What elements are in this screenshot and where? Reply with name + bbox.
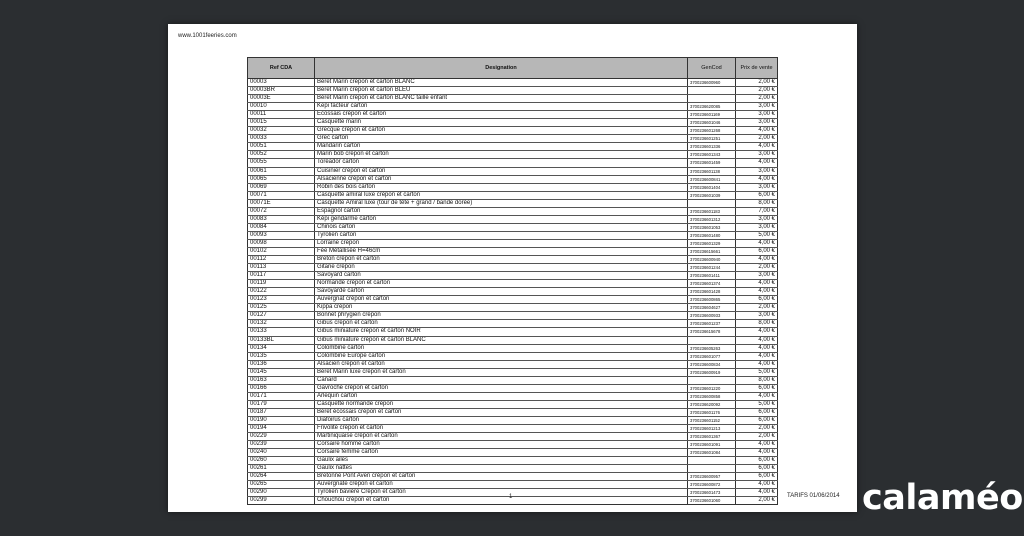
cell-designation: Alsacienne crépon et carton bbox=[315, 175, 688, 183]
cell-designation: Casquette amiral luxe crépon et carton bbox=[315, 191, 688, 199]
cell-gencod bbox=[688, 199, 736, 207]
cell-ref: 00127 bbox=[248, 312, 315, 320]
cell-gencod: 3700236601428 bbox=[688, 288, 736, 296]
cell-gencod: 3700236601374 bbox=[688, 280, 736, 288]
cell-gencod: 3700236601039 bbox=[688, 191, 736, 199]
cell-designation: Bonnet phrygien crépon bbox=[315, 312, 688, 320]
header-price: Prix de vente bbox=[736, 58, 778, 79]
cell-price: 3,00 € bbox=[736, 223, 778, 231]
cell-price: 5,00 € bbox=[736, 400, 778, 408]
table-row bbox=[248, 288, 778, 296]
table-row bbox=[248, 247, 778, 255]
cell-price: 2,00 € bbox=[736, 135, 778, 143]
table-row bbox=[248, 191, 778, 199]
cell-gencod: 3700236601091 bbox=[688, 441, 736, 449]
cell-ref: 00051 bbox=[248, 143, 315, 151]
cell-ref: 00117 bbox=[248, 272, 315, 280]
cell-designation: Gaulix nattes bbox=[315, 465, 688, 473]
cell-designation: Toréador carton bbox=[315, 159, 688, 167]
cell-ref: 00119 bbox=[248, 280, 315, 288]
cell-gencod: 3700236601084 bbox=[688, 449, 736, 457]
cell-designation: Martiniquaise crépon et carton bbox=[315, 433, 688, 441]
cell-ref: 00113 bbox=[248, 264, 315, 272]
table-row bbox=[248, 199, 778, 207]
table-row bbox=[248, 135, 778, 143]
cell-gencod: 3700236600960 bbox=[688, 79, 736, 87]
cell-designation: Béret Marin crépon et carton BLANC bbox=[315, 79, 688, 87]
table-row bbox=[248, 239, 778, 247]
table-row bbox=[248, 119, 778, 127]
cell-ref: 00083 bbox=[248, 215, 315, 223]
cell-price: 2,00 € bbox=[736, 425, 778, 433]
cell-price: 4,00 € bbox=[736, 328, 778, 336]
cell-designation: Colombine Europe carton bbox=[315, 352, 688, 360]
cell-ref: 00260 bbox=[248, 457, 315, 465]
cell-price: 2,00 € bbox=[736, 304, 778, 312]
cell-price: 4,00 € bbox=[736, 175, 778, 183]
cell-gencod: 3700236601077 bbox=[688, 352, 736, 360]
cell-ref: 00123 bbox=[248, 296, 315, 304]
cell-designation: Gaulix ailes bbox=[315, 457, 688, 465]
cell-designation: Robin des bois carton bbox=[315, 183, 688, 191]
cell-gencod: 3700236600933 bbox=[688, 312, 736, 320]
cell-designation: Marin bob crépon et carton bbox=[315, 151, 688, 159]
cell-ref: 00261 bbox=[248, 465, 315, 473]
cell-price: 6,00 € bbox=[736, 247, 778, 255]
table-row bbox=[248, 489, 778, 497]
cell-gencod: 3700236601169 bbox=[688, 111, 736, 119]
cell-gencod: 3700236600865 bbox=[688, 296, 736, 304]
cell-designation: Corsaire femme carton bbox=[315, 449, 688, 457]
cell-designation: Bretonne Pont Aven crépon et carton bbox=[315, 473, 688, 481]
cell-designation: Espagnol carton bbox=[315, 207, 688, 215]
table-row bbox=[248, 79, 778, 87]
cell-gencod: 3700236601312 bbox=[688, 215, 736, 223]
cell-designation: Béret Marin crépon et carton BLANC taille enfant bbox=[315, 95, 688, 103]
cell-ref: 00299 bbox=[248, 497, 315, 505]
cell-designation: Corsaire homme carton bbox=[315, 441, 688, 449]
cell-gencod: 3700236601183 bbox=[688, 207, 736, 215]
cell-gencod: 3700236601060 bbox=[688, 497, 736, 505]
cell-price: 4,00 € bbox=[736, 352, 778, 360]
cell-gencod: 3700236601329 bbox=[688, 239, 736, 247]
cell-gencod: 3700236600834 bbox=[688, 360, 736, 368]
cell-designation: Fée Métallisée H=46cm bbox=[315, 247, 688, 255]
cell-ref: 00179 bbox=[248, 400, 315, 408]
cell-designation: Béret Marin luxe crépon et carton bbox=[315, 368, 688, 376]
cell-gencod: 3700236601480 bbox=[688, 231, 736, 239]
table-row bbox=[248, 296, 778, 304]
cell-ref: 00003 bbox=[248, 79, 315, 87]
table-body bbox=[248, 79, 778, 505]
cell-designation: Lorraine crépon bbox=[315, 239, 688, 247]
tarifs-date: TARIFS 01/06/2014 bbox=[787, 493, 840, 499]
cell-price: 3,00 € bbox=[736, 151, 778, 159]
table-row bbox=[248, 344, 778, 352]
table-row bbox=[248, 416, 778, 424]
cell-ref: 00264 bbox=[248, 473, 315, 481]
cell-price: 4,00 € bbox=[736, 481, 778, 489]
cell-gencod bbox=[688, 457, 736, 465]
cell-ref: 00084 bbox=[248, 223, 315, 231]
table-row bbox=[248, 159, 778, 167]
table-row bbox=[248, 280, 778, 288]
cell-price: 6,00 € bbox=[736, 408, 778, 416]
cell-gencod: 3700236600858 bbox=[688, 392, 736, 400]
cell-price: 7,00 € bbox=[736, 207, 778, 215]
cell-gencod: 3700236601251 bbox=[688, 135, 736, 143]
cell-designation: Diafoirus carton bbox=[315, 416, 688, 424]
cell-designation: Gibus crépon et carton bbox=[315, 320, 688, 328]
table-row bbox=[248, 312, 778, 320]
cell-designation: Mandarin carton bbox=[315, 143, 688, 151]
table-row bbox=[248, 320, 778, 328]
table-header-row bbox=[248, 58, 778, 79]
table-row bbox=[248, 441, 778, 449]
cell-ref: 00032 bbox=[248, 127, 315, 135]
cell-ref: 00190 bbox=[248, 416, 315, 424]
cell-ref: 00239 bbox=[248, 441, 315, 449]
cell-designation: Casquette Amiral luxe (tour de tête + grand / bande dorée) bbox=[315, 199, 688, 207]
table-row bbox=[248, 175, 778, 183]
table-row bbox=[248, 360, 778, 368]
cell-price: 6,00 € bbox=[736, 296, 778, 304]
cell-gencod: 3700236601220 bbox=[688, 384, 736, 392]
cell-price: 3,00 € bbox=[736, 111, 778, 119]
cell-gencod: 3700236601213 bbox=[688, 425, 736, 433]
table-row bbox=[248, 95, 778, 103]
cell-ref: 00072 bbox=[248, 207, 315, 215]
cell-price: 3,00 € bbox=[736, 167, 778, 175]
cell-gencod: 3700236600872 bbox=[688, 481, 736, 489]
table-row bbox=[248, 167, 778, 175]
table-row bbox=[248, 433, 778, 441]
cell-ref: 00071E bbox=[248, 199, 315, 207]
cell-gencod: 3700236620092 bbox=[688, 400, 736, 408]
page-number: 1 bbox=[509, 494, 513, 500]
cell-gencod: 3700236601473 bbox=[688, 489, 736, 497]
cell-ref: 00187 bbox=[248, 408, 315, 416]
table-row bbox=[248, 264, 778, 272]
cell-price: 2,00 € bbox=[736, 79, 778, 87]
cell-price: 6,00 € bbox=[736, 384, 778, 392]
table-row bbox=[248, 352, 778, 360]
table-row bbox=[248, 231, 778, 239]
cell-gencod: 3700236601459 bbox=[688, 159, 736, 167]
cell-price: 4,00 € bbox=[736, 159, 778, 167]
cell-designation: Arlequin carton bbox=[315, 392, 688, 400]
cell-price: 6,00 € bbox=[736, 416, 778, 424]
cell-gencod: 3700236601046 bbox=[688, 119, 736, 127]
cell-price: 4,00 € bbox=[736, 449, 778, 457]
table-row bbox=[248, 215, 778, 223]
cell-designation: Grecque crépon et carton bbox=[315, 127, 688, 135]
cell-price: 4,00 € bbox=[736, 441, 778, 449]
table-row bbox=[248, 272, 778, 280]
cell-ref: 00135 bbox=[248, 352, 315, 360]
cell-price: 4,00 € bbox=[736, 344, 778, 352]
cell-ref: 00098 bbox=[248, 239, 315, 247]
cell-price: 4,00 € bbox=[736, 392, 778, 400]
table-row bbox=[248, 392, 778, 400]
table-row bbox=[248, 457, 778, 465]
cell-gencod bbox=[688, 336, 736, 344]
cell-price: 6,00 € bbox=[736, 465, 778, 473]
cell-designation: Képi gendarme carton bbox=[315, 215, 688, 223]
cell-price: 8,00 € bbox=[736, 199, 778, 207]
cell-price: 4,00 € bbox=[736, 288, 778, 296]
document-page bbox=[168, 24, 857, 512]
table-row bbox=[248, 497, 778, 505]
cell-price: 4,00 € bbox=[736, 127, 778, 135]
cell-ref: 00061 bbox=[248, 167, 315, 175]
cell-designation: Grec carton bbox=[315, 135, 688, 143]
table-row bbox=[248, 223, 778, 231]
table-row bbox=[248, 151, 778, 159]
cell-gencod: 3700236600957 bbox=[688, 473, 736, 481]
cell-ref: 00290 bbox=[248, 489, 315, 497]
cell-ref: 00134 bbox=[248, 344, 315, 352]
cell-gencod: 3700236601343 bbox=[688, 151, 736, 159]
cell-gencod: 3700236601053 bbox=[688, 223, 736, 231]
cell-ref: 00069 bbox=[248, 183, 315, 191]
cell-gencod bbox=[688, 95, 736, 103]
header-designation: Designation bbox=[315, 58, 688, 79]
cell-ref: 00112 bbox=[248, 256, 315, 264]
cell-price: 4,00 € bbox=[736, 143, 778, 151]
cell-gencod bbox=[688, 376, 736, 384]
cell-ref: 00145 bbox=[248, 368, 315, 376]
header-ref: Ref CDA bbox=[248, 58, 315, 79]
cell-price: 2,00 € bbox=[736, 433, 778, 441]
cell-ref: 00015 bbox=[248, 119, 315, 127]
table-row bbox=[248, 328, 778, 336]
cell-designation: Chouchou crépon et carton bbox=[315, 497, 688, 505]
cell-ref: 00102 bbox=[248, 247, 315, 255]
cell-price: 6,00 € bbox=[736, 457, 778, 465]
cell-ref: 00052 bbox=[248, 151, 315, 159]
cell-gencod: 3700236620085 bbox=[688, 103, 736, 111]
cell-price: 2,00 € bbox=[736, 87, 778, 95]
table-row bbox=[248, 376, 778, 384]
table-row bbox=[248, 408, 778, 416]
cell-gencod: 3700236601244 bbox=[688, 264, 736, 272]
cell-gencod: 3700236601268 bbox=[688, 127, 736, 135]
cell-designation: Béret Marin crépon et carton BLEU bbox=[315, 87, 688, 95]
cell-designation: Gitane crépon bbox=[315, 264, 688, 272]
cell-price: 4,00 € bbox=[736, 280, 778, 288]
cell-gencod: 3700236601367 bbox=[688, 433, 736, 441]
table-row bbox=[248, 425, 778, 433]
calameo-logo[interactable]: calaméo bbox=[862, 478, 1023, 518]
cell-price: 3,00 € bbox=[736, 183, 778, 191]
cell-price: 5,00 € bbox=[736, 231, 778, 239]
cell-designation: Casquette normande crépon bbox=[315, 400, 688, 408]
cell-ref: 00010 bbox=[248, 103, 315, 111]
cell-ref: 00093 bbox=[248, 231, 315, 239]
cell-designation: Colombine carton bbox=[315, 344, 688, 352]
cell-ref: 00229 bbox=[248, 433, 315, 441]
cell-price: 2,00 € bbox=[736, 497, 778, 505]
table-row bbox=[248, 473, 778, 481]
cell-designation: Savoyarde carton bbox=[315, 288, 688, 296]
cell-ref: 00133 bbox=[248, 328, 315, 336]
table-row bbox=[248, 143, 778, 151]
cell-price: 4,00 € bbox=[736, 336, 778, 344]
cell-gencod bbox=[688, 87, 736, 95]
cell-designation: Gibus miniature crépon et carton BLANC bbox=[315, 336, 688, 344]
cell-price: 5,00 € bbox=[736, 368, 778, 376]
table-row bbox=[248, 368, 778, 376]
cell-price: 8,00 € bbox=[736, 320, 778, 328]
cell-ref: 00055 bbox=[248, 159, 315, 167]
price-table bbox=[247, 57, 778, 505]
cell-ref: 00003E bbox=[248, 95, 315, 103]
cell-ref: 00265 bbox=[248, 481, 315, 489]
cell-ref: 00033 bbox=[248, 135, 315, 143]
cell-designation: Tyrolien bavière Crépon et carton bbox=[315, 489, 688, 497]
cell-designation: Casquette marin bbox=[315, 119, 688, 127]
cell-price: 8,00 € bbox=[736, 376, 778, 384]
cell-price: 4,00 € bbox=[736, 239, 778, 247]
cell-ref: 00125 bbox=[248, 304, 315, 312]
cell-price: 3,00 € bbox=[736, 312, 778, 320]
cell-price: 2,00 € bbox=[736, 264, 778, 272]
cell-designation: Tyrolien carton bbox=[315, 231, 688, 239]
cell-price: 3,00 € bbox=[736, 272, 778, 280]
cell-designation: Canard bbox=[315, 376, 688, 384]
cell-ref: 00071 bbox=[248, 191, 315, 199]
table-row bbox=[248, 465, 778, 473]
table-row bbox=[248, 400, 778, 408]
cell-price: 4,00 € bbox=[736, 256, 778, 264]
cell-ref: 00011 bbox=[248, 111, 315, 119]
cell-designation: Breton crépon et carton bbox=[315, 256, 688, 264]
cell-price: 3,00 € bbox=[736, 119, 778, 127]
cell-designation: Auvergnate crépon et carton bbox=[315, 481, 688, 489]
table-row bbox=[248, 384, 778, 392]
cell-ref: 00194 bbox=[248, 425, 315, 433]
cell-designation: Frivolité crépon et carton bbox=[315, 425, 688, 433]
cell-ref: 00166 bbox=[248, 384, 315, 392]
cell-gencod: 3700236604627 bbox=[688, 304, 736, 312]
cell-gencod: 3700236615678 bbox=[688, 328, 736, 336]
cell-gencod: 3700236601176 bbox=[688, 408, 736, 416]
header-gencod: GenCod bbox=[688, 58, 736, 79]
cell-price: 6,00 € bbox=[736, 473, 778, 481]
site-url: www.1001feeries.com bbox=[178, 33, 237, 39]
table-row bbox=[248, 127, 778, 135]
cell-ref: 00171 bbox=[248, 392, 315, 400]
table-row bbox=[248, 481, 778, 489]
cell-designation: Chinois carton bbox=[315, 223, 688, 231]
cell-gencod bbox=[688, 465, 736, 473]
cell-designation: Normande crépon et carton bbox=[315, 280, 688, 288]
cell-gencod: 3700236601237 bbox=[688, 320, 736, 328]
cell-designation: Cuisinier crépon et carton bbox=[315, 167, 688, 175]
table-row bbox=[248, 183, 778, 191]
cell-designation: Béret écossais crépon et carton bbox=[315, 408, 688, 416]
cell-price: 4,00 € bbox=[736, 360, 778, 368]
cell-designation: Ecossais crépon et carton bbox=[315, 111, 688, 119]
cell-designation: Gavroche crépon et carton bbox=[315, 384, 688, 392]
table-row bbox=[248, 304, 778, 312]
cell-gencod: 3700236600841 bbox=[688, 175, 736, 183]
cell-gencod: 3700236605263 bbox=[688, 344, 736, 352]
cell-designation: Kepi facteur carton bbox=[315, 103, 688, 111]
cell-price: 4,00 € bbox=[736, 489, 778, 497]
cell-price: 3,00 € bbox=[736, 103, 778, 111]
table-row bbox=[248, 111, 778, 119]
cell-designation: Auvergnat crépon et carton bbox=[315, 296, 688, 304]
cell-price: 6,00 € bbox=[736, 191, 778, 199]
table-row bbox=[248, 449, 778, 457]
cell-gencod: 3700236601404 bbox=[688, 183, 736, 191]
cell-ref: 00133BL bbox=[248, 336, 315, 344]
cell-designation: Kippa crépon bbox=[315, 304, 688, 312]
cell-ref: 00240 bbox=[248, 449, 315, 457]
cell-ref: 00003BR bbox=[248, 87, 315, 95]
cell-gencod: 3700236601152 bbox=[688, 416, 736, 424]
table-row bbox=[248, 336, 778, 344]
cell-ref: 00136 bbox=[248, 360, 315, 368]
cell-ref: 00132 bbox=[248, 320, 315, 328]
cell-gencod: 3700236600940 bbox=[688, 256, 736, 264]
cell-ref: 00065 bbox=[248, 175, 315, 183]
cell-designation: Alsacien crépon et carton bbox=[315, 360, 688, 368]
cell-designation: Gibus miniature crépon et carton NOIR bbox=[315, 328, 688, 336]
cell-ref: 00122 bbox=[248, 288, 315, 296]
table-row bbox=[248, 103, 778, 111]
cell-gencod: 3700236615661 bbox=[688, 247, 736, 255]
table-row bbox=[248, 256, 778, 264]
cell-ref: 00163 bbox=[248, 376, 315, 384]
cell-gencod: 3700236601336 bbox=[688, 143, 736, 151]
cell-price: 3,00 € bbox=[736, 215, 778, 223]
table-row bbox=[248, 87, 778, 95]
table-row bbox=[248, 207, 778, 215]
cell-gencod: 3700236601411 bbox=[688, 272, 736, 280]
cell-price: 2,00 € bbox=[736, 95, 778, 103]
cell-designation: Savoyard carton bbox=[315, 272, 688, 280]
cell-gencod: 3700236600919 bbox=[688, 368, 736, 376]
cell-gencod: 3700236601138 bbox=[688, 167, 736, 175]
